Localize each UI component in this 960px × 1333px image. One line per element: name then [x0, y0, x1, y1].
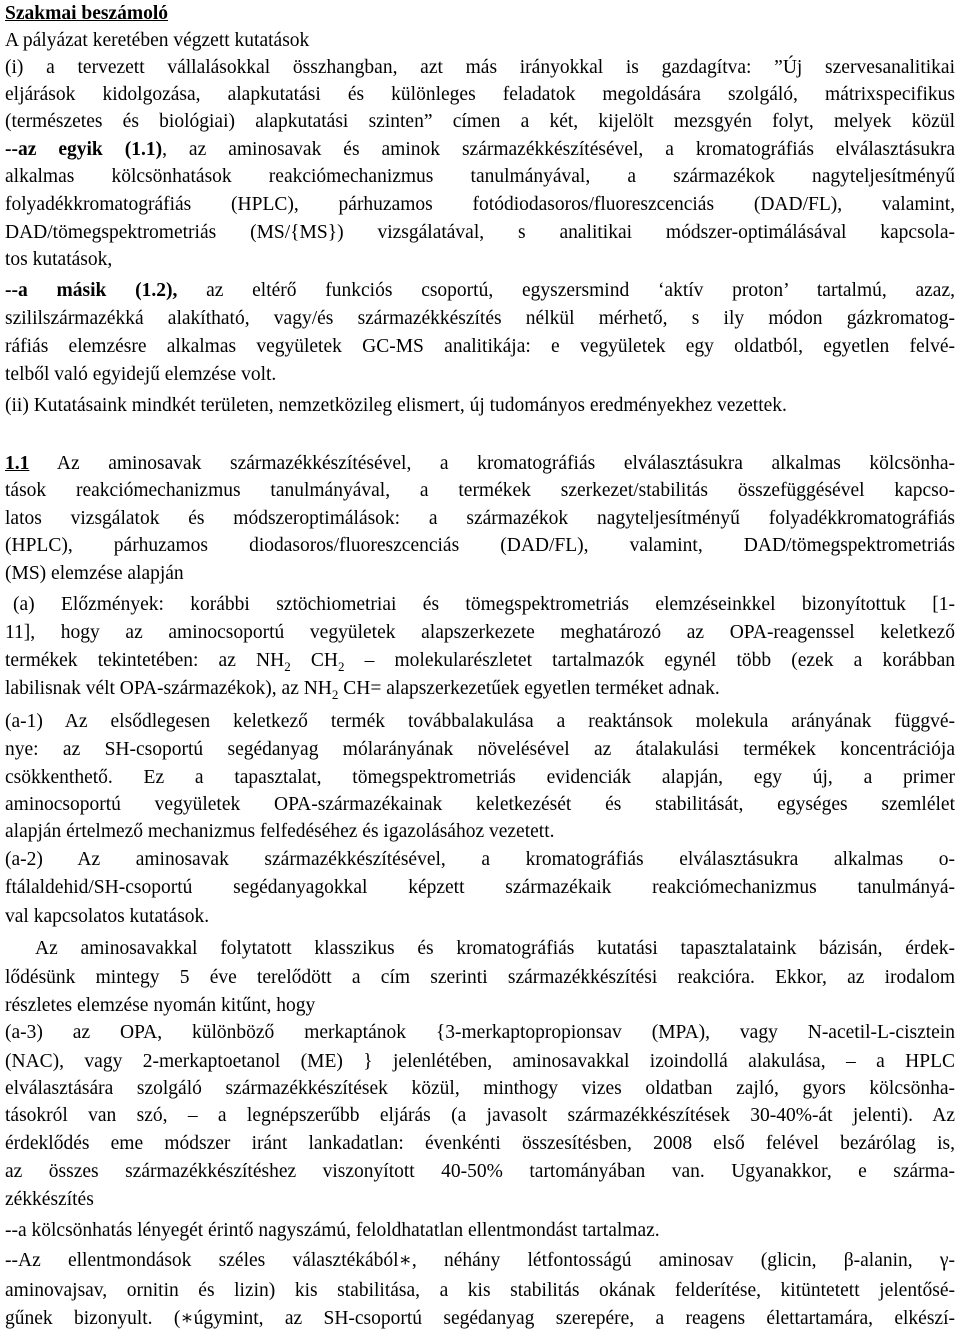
text: aminocsoportú vegyületek OPA-származékainak keletkezését és stabilitását, egységes szemlélet — [5, 794, 955, 815]
text: (a-1) Az elsődlegesen keletkező termék továbbalakulása a reaktánsok molekula arányának függvé- — [5, 711, 955, 732]
text-line — [5, 675, 955, 702]
text: gűnek bizonyult. (∗úgymint, az SH-csoportú segédanyag szerepére, a reagens élettartamára, elkészí- — [5, 1308, 955, 1329]
text-line — [5, 505, 955, 532]
text-line — [5, 619, 955, 646]
text-line — [5, 532, 955, 559]
text-line — [35, 935, 955, 962]
text: telből való egyidejű elemzése volt. — [5, 364, 277, 385]
text: az eltérő funkciós csoportú, egyszersmind ‘aktív proton’ tartalmú, azaz, — [177, 280, 955, 301]
text-line — [5, 1158, 955, 1185]
text: – molekularészletet tartalmazók egynél több (ezek a korábban — [344, 650, 956, 671]
text-line — [5, 219, 955, 246]
text: --a kölcsönhatás lényegét érintő nagyszámú, feloldhatatlan ellentmondást tartalmaz. — [5, 1220, 660, 1241]
text: érdeklődés eme módszer iránt lankadatlan: évenkénti összesítésben, 2008 első felével bezárólag is, — [5, 1133, 955, 1154]
text-line — [5, 277, 955, 304]
text: (i) a tervezett vállalásokkal összhangban, azt más irányokkal is gazdagítva: ”Új szervesanalitikai — [5, 57, 955, 78]
text-line — [5, 477, 955, 504]
text-line — [13, 591, 955, 618]
text: (természetes és biológiai) alapkutatási szinten” címen a két, kijelölt mezsgyén folyt, melyek közül — [5, 111, 955, 132]
text: nye: az SH-csoportú segédanyag mólarányának növelésével az átalakulási termékek koncentrációja — [5, 739, 955, 760]
text: A pályázat keretében végzett kutatások — [5, 30, 310, 51]
text: elválasztására szolgáló származékkészítések közül, minthogy vizes oldatban zajló, gyors kölcsönha- — [5, 1078, 955, 1099]
text: (NAC), vagy 2-merkaptoetanol (ME) } jelenlétében, aminosavakkal izoindollá alakulása, – a HPLC — [5, 1051, 955, 1072]
text: Az aminosavak származékkészítésével, a kromatográfiás elválasztásukra alkalmas kölcsönha- — [29, 453, 955, 474]
text-line — [5, 305, 955, 332]
section-heading-line — [5, 450, 955, 477]
text-line — [5, 136, 955, 163]
text-line — [5, 1075, 955, 1102]
text: Az aminosavakkal folytatott klasszikus és kromatográfiás kutatási tapasztalataink bázisán, érdek- — [35, 938, 955, 959]
text: alkalmas kölcsönhatások reakciómechanizmus tanulmányával, a származékok nagyteljesítményű — [5, 166, 955, 187]
text-line — [5, 1019, 955, 1046]
text: folyadékkromatográfiás (HPLC), párhuzamos fotódiodasoros/fluoreszcenciás (DAD/FL), valamint, — [5, 194, 955, 215]
text: 11], hogy az aminocsoportú vegyületek alapszerkezete meghatározó az OPA-reagenssel keletkező — [5, 622, 955, 643]
text: tások reakciómechanizmus tanulmányával, a termékek szerkezet/stabilitás összefüggésével kapcso- — [5, 480, 955, 501]
text-line — [5, 992, 955, 1019]
subscript: 2 — [284, 659, 291, 674]
text-line — [5, 1186, 955, 1213]
text: aminovajsav, ornitin és lizin) kis stabilitása, a kis stabilitás okának felderítése, kitüntetett jelentősé- — [5, 1280, 955, 1301]
text-line — [5, 54, 955, 81]
text: lődésünk mintegy 5 éve terelődött a cím szerinti származékkészítési reakcióra. Ekkor, az irodalom — [5, 967, 955, 988]
text: latos vizsgálatok és módszeroptimálások: a származékok nagyteljesítményű folyadékkromatográfiás — [5, 508, 955, 529]
text-line — [5, 1247, 955, 1274]
text: tos kutatások, — [5, 249, 113, 270]
text-line — [5, 246, 955, 273]
text-line — [5, 1048, 955, 1075]
subscript: 2 — [337, 659, 345, 674]
bold-label: --az egyik (1.1) — [5, 139, 163, 160]
text-line — [5, 1217, 955, 1244]
text: --Az ellentmondások széles választékából∗, néhány létfontosságú aminosav (glicin, β-alanin, γ- — [5, 1250, 955, 1271]
subscript: 2 — [331, 687, 339, 702]
text-line — [5, 1130, 955, 1157]
text: DAD/tömegspektrometriás (MS/{MS}) vizsgálatával, s analitikai módszer-optimálásával kapcsola- — [5, 222, 955, 243]
text: csökkenthető. Ez a tapasztalat, tömegspektrometriás evidenciák alapján, egy új, a primer — [5, 767, 955, 788]
text: CH= alapszerkezetűek egyetlen terméket adnak. — [338, 678, 720, 699]
text-line — [5, 191, 955, 218]
text-line — [5, 708, 955, 735]
bold-label: --a másik (1.2), — [5, 280, 178, 301]
text-line — [5, 361, 955, 388]
report-title: Szakmai beszámoló — [5, 3, 169, 24]
text-line — [5, 846, 955, 873]
text: CH — [290, 650, 338, 671]
text: termékek tekintetében: az NH — [5, 650, 285, 671]
text-line — [5, 1305, 955, 1332]
text-line — [5, 1277, 955, 1304]
text-line — [5, 108, 955, 135]
text: (a) Előzmények: korábbi sztöchiometriai és tömegspektrometriás elemzéseinkkel bizonyítottuk [1- — [13, 594, 955, 615]
text-line — [5, 81, 955, 108]
text: labilisnak vélt OPA-származékok), az NH — [5, 678, 332, 699]
text: (ii) Kutatásaink mindkét területen, nemzetközileg elismert, új tudományos eredményekhez vezettek. — [5, 395, 787, 416]
text: , az aminosavak és aminok származékkészítésével, a kromatográfiás elválasztásukra — [162, 139, 955, 160]
text: alapján értelmező mechanizmus felfedéséhez és igazolásához vezetett. — [5, 821, 555, 842]
text: az összes származékkészítéshez viszonyított 40-50% tartományában van. Ugyanakkor, e szárma- — [5, 1161, 955, 1182]
text: (HPLC), párhuzamos diodasoros/fluoreszcenciás (DAD/FL), valamint, DAD/tömegspektrometriás — [5, 535, 955, 556]
text-line — [5, 392, 955, 419]
text: zékkészítés — [5, 1189, 94, 1210]
text-line — [5, 764, 955, 791]
text-line — [5, 1102, 955, 1129]
text: eljárások kidolgozása, alapkutatási és különleges feladatok megoldására szolgáló, mátrixspecifikus — [5, 84, 955, 105]
text-line — [5, 791, 955, 818]
text-line — [5, 874, 955, 901]
text-line — [5, 163, 955, 190]
text-line — [5, 560, 955, 587]
text: (a-3) az OPA, különböző merkaptánok {3-merkaptopropionsav (MPA), vagy N-acetil-L-cisztein — [5, 1022, 955, 1043]
text: részletes elemzése nyomán kitűnt, hogy — [5, 995, 316, 1016]
text: ftálaldehid/SH-csoportú segédanyagokkal képzett származékaik reakciómechanizmus tanulmányá- — [5, 877, 955, 898]
text-line — [5, 903, 955, 930]
text-line — [5, 964, 955, 991]
text-line — [5, 333, 955, 360]
text: val kapcsolatos kutatások. — [5, 906, 210, 927]
text-line — [5, 647, 955, 674]
section-intro-line — [5, 27, 955, 54]
text: (a-2) Az aminosavak származékkészítésével, a kromatográfiás elválasztásukra alkalmas o- — [5, 849, 955, 870]
text: (MS) elemzése alapján — [5, 563, 184, 584]
text-line — [5, 736, 955, 763]
text: szililszármazékká alakítható, vagy/és származékkészítés nélkül mérhető, s ily módon gázkromatog- — [5, 308, 955, 329]
text-line — [5, 818, 955, 845]
text: tásokról van szó, – a legnépszerűbb eljárás (a javasolt származékkészítések 30-40%-át jelenti). Az — [5, 1105, 955, 1126]
section-number: 1.1 — [5, 453, 30, 474]
text: ráfiás elemzésre alkalmas vegyületek GC-MS analitikája: e vegyületek egy oldatból, egyetlen felvé- — [5, 336, 955, 357]
